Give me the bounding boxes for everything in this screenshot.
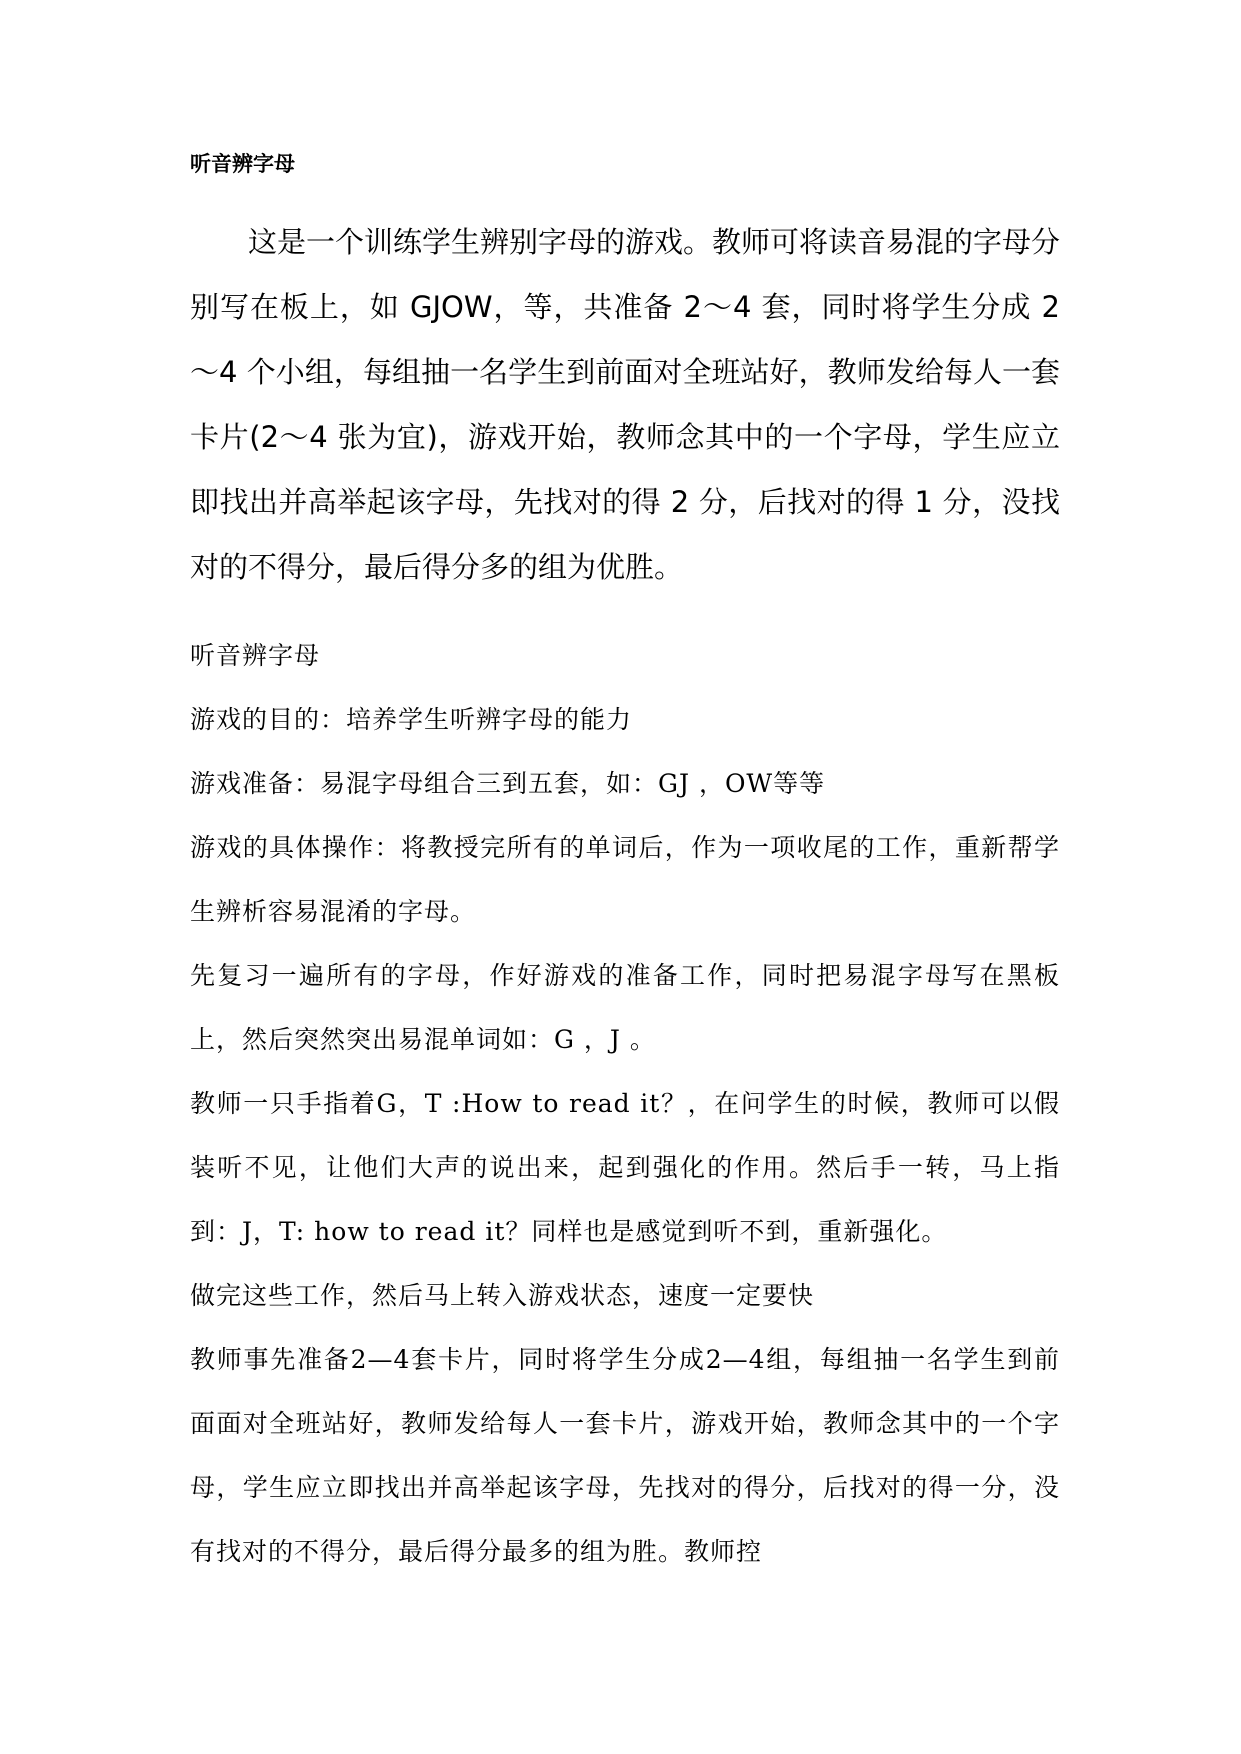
section-1-title: 听音辨字母 bbox=[190, 151, 295, 176]
section-1-paragraph: 这是一个训练学生辨别字母的游戏。教师可将读音易混的字母分别写在板上，如 GJOW，等，共准备 2～4 套，同时将学生分成 2～4 个小组，每组抽一名学生到前面对全班站好，教师发给每人一套卡片(2～4 张为宜)，游戏开始，教师念其中的一个字母，学生应立即找出并高举起该字母，先找对的得 2 分，后找对的得 1 分，没找对的不得分，最后得分多的组为优胜。 bbox=[190, 225, 1061, 584]
section-2 bbox=[190, 624, 1060, 1584]
review-paragraph: 先复习一遍所有的字母，作好游戏的准备工作，同时把易混字母写在黑板上，然后突然突出易混单词如：G ，J 。 bbox=[190, 961, 1060, 1054]
game-purpose-paragraph: 游戏的目的：培养学生听辨字母的能力 bbox=[190, 705, 633, 734]
game-rules-paragraph: 教师事先准备2—4套卡片，同时将学生分成2—4组，每组抽一名学生到前面面对全班站好，教师发给每人一套卡片，游戏开始，教师念其中的一个字母，学生应立即找出并高举起该字母，先找对的得分，后找对的得一分，没有找对的不得分，最后得分最多的组为胜。教师控 bbox=[190, 1345, 1060, 1566]
transition-paragraph: 做完这些工作，然后马上转入游戏状态，速度一定要快 bbox=[190, 1281, 815, 1310]
game-operation-paragraph: 游戏的具体操作：将教授完所有的单词后，作为一项收尾的工作，重新帮学生辨析容易混淆的字母。 bbox=[190, 833, 1060, 926]
teacher-pointing-paragraph: 教师一只手指着G，T :How to read it？，在问学生的时候，教师可以假装听不见，让他们大声的说出来，起到强化的作用。然后手一转，马上指到：J，T: how to read it？同样也是感觉到听不到，重新强化。 bbox=[190, 1089, 1060, 1246]
game-preparation-paragraph: 游戏准备：易混字母组合三到五套，如：GJ ，OW等等 bbox=[190, 769, 826, 798]
section-2-title: 听音辨字母 bbox=[190, 641, 321, 670]
